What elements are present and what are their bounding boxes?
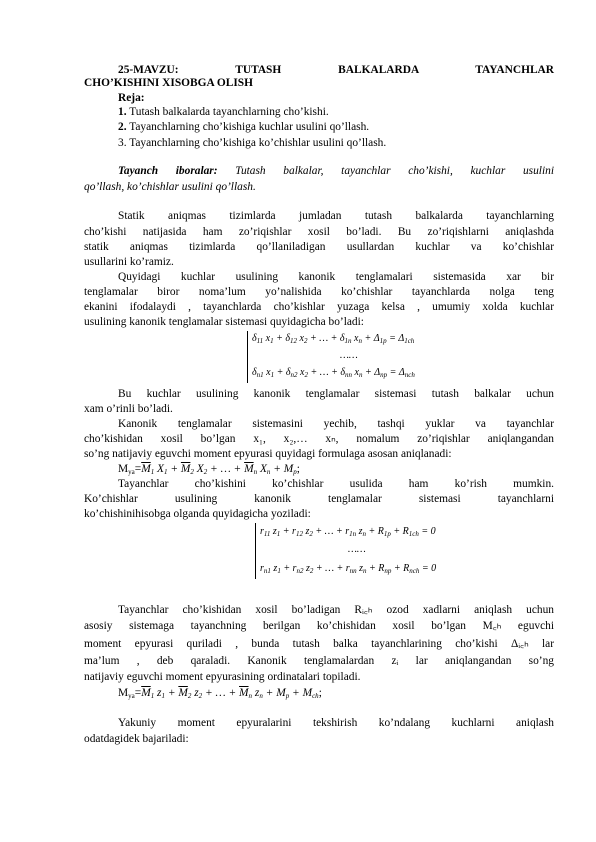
para4-line-1: Kanonik tenglamalar sistemasini yechib, tashqi yuklar va tayanchlar bbox=[118, 418, 554, 430]
para2-line-2: tenglamalar biror noma’lum yo’nalishida ko’chishlar tayanchlarda nolga teng bbox=[84, 286, 554, 298]
para5-line-1: Tayanchlar cho’kishini ko’chishlar usulida ham ko’rish mumkin. bbox=[118, 478, 554, 490]
equation-1-row-1: $\delta_{11}$ $x_1 + \delta_{12}$ $x_2$ + … + $\delta_{1n}$ $x_n + \Delta_{1p} = \Delta_{1ch}$ bbox=[252, 333, 415, 345]
para1-line-2: cho’kishi natijasida ham zo’riqishlar xosil bo’ladi. Bu zo’riqishlarni aniqlashda bbox=[84, 226, 554, 238]
plan-item-3: 3. Tayanchlarning cho’kishiga ko’chishlar usulini qo’llash. bbox=[118, 137, 387, 149]
para2-line-3: ekanini ifodalaydi , tayanchlarda cho’kishlar yuzaga kelsa , umumiy xolda kuchlar bbox=[84, 301, 554, 313]
para7-line-2: odatdagidek bajariladi: bbox=[84, 733, 189, 745]
para6-line-2: asosiy sistemaga tayanchning berilgan ko’chishidan xosil bo’lgan M꜀ₕ eguvchi bbox=[84, 620, 554, 632]
keywords-line-1: Tayanch iboralar: Tutash balkalar, tayanchlar cho’kishi, kuchlar usulini bbox=[118, 165, 554, 177]
para5-line-2: Ko’chishlar usulining kanonik tenglamalar sistemasi tayanchlarni bbox=[84, 493, 554, 505]
equation-brace-1 bbox=[247, 331, 248, 383]
equation-brace-2 bbox=[255, 523, 256, 579]
moment-formula-1: $M_{ya}=\overline{M}_1$ $X_1 + \overline{M}_2$ $X_2$ + … + $\overline{M}_n$ $X_n + M_p$; bbox=[118, 463, 300, 476]
equation-1-row-n: $\delta_{n1}$ $x_1 + \delta_{n2}$ $x_2$ + … + $\delta_{nn}$ $x_n + \Delta_{np} = \Delta_{nch}$ bbox=[252, 367, 415, 379]
equation-2-ellipsis: …… bbox=[348, 544, 366, 555]
plan-item-1: 1. Tutash balkalarda tayanchlarning cho’kishi. bbox=[118, 106, 329, 118]
para2-line-1: Quyidagi kuchlar usulining kanonik tenglamalari sistemasida xar bir bbox=[118, 271, 554, 283]
plan-item-2: 2. Tayanchlarning cho’kishiga kuchlar usulini qo’llash. bbox=[118, 121, 370, 133]
title-line-1: 25-MAVZU: TUTASH BALKALARDA TAYANCHLAR bbox=[118, 64, 554, 76]
para6-line-1: Tayanchlar cho’kishidan xosil bo’ladigan Rᵢ꜀ₕ ozod xadlarni aniqlash uchun bbox=[118, 604, 554, 616]
para3-line-1: Bu kuchlar usulining kanonik tenglamalar sistemasi tutash balkalar uchun bbox=[118, 388, 554, 400]
para6-line-4: ma’lum , deb qaraladi. Kanonik tenglamalardan zᵢ lar aniqlangandan so’ng bbox=[84, 655, 554, 667]
para4-line-2: cho’kishidan xosil bo’lgan x₁, x₂,… xₙ, nomalum zo’riqishlar aniqlangandan bbox=[84, 433, 554, 445]
plan-heading: Reja: bbox=[118, 92, 145, 104]
para3-line-2: xam o’rinli bo’ladi. bbox=[84, 403, 173, 415]
equation-1-ellipsis: …… bbox=[340, 350, 358, 361]
equation-2-row-n: $r_{n1}$ $z_1 + r_{n2}$ $z_2$ + … + $r_{nn}$ $z_n + R_{np} + R_{nch} = 0$ bbox=[260, 563, 437, 575]
para5-line-3: ko’chishinihisobga olganda quyidagicha yoziladi: bbox=[84, 508, 311, 520]
para2-line-4: usulining kanonik tenglamalar sistemasi quyidagicha bo’ladi: bbox=[84, 316, 364, 328]
para1-line-1: Statik aniqmas tizimlarda jumladan tutash balkalarda tayanchlarning bbox=[118, 210, 554, 222]
keywords-line-2: qo’llash, ko’chishlar usulini qo’llash. bbox=[84, 181, 256, 193]
para7-line-1: Yakuniy moment epyuralarini tekshirish ko’ndalang kuchlarni aniqlash bbox=[118, 717, 554, 729]
title-line-2: CHO’KISHINI XISOBGA OLISH bbox=[84, 77, 254, 89]
para6-line-3: moment epyurasi quriladi , bunda tutash balka tayanchlarining cho’kishi Δᵢ꜀ₕ lar bbox=[84, 638, 554, 650]
para1-line-3: statik aniqmas tizimlarda qo’llaniladigan usullardan kuchlar va ko’chishlar bbox=[84, 241, 554, 253]
para4-line-3: so’ng natijaviy eguvchi moment epyurasi quyidagi formulaga asosan aniqlanadi: bbox=[84, 448, 452, 460]
equation-2-row-1: $r_{11}$ $z_1 + r_{12}$ $z_2$ + … + $r_{1n}$ $z_n + R_{1p} + R_{1ch} = 0$ bbox=[260, 526, 436, 538]
moment-formula-2: $M_{ya}=\overline{M}_1$ $z_1 + \overline{M}_2$ $z_2$ + … + $\overline{M}_n$ $z_n + M_p + M_{ch}$; bbox=[118, 687, 322, 700]
para1-line-4: usullarini ko’ramiz. bbox=[84, 256, 174, 268]
para6-line-5: natijaviy eguvchi moment epyurasining ordinatalari topiladi. bbox=[84, 671, 361, 683]
